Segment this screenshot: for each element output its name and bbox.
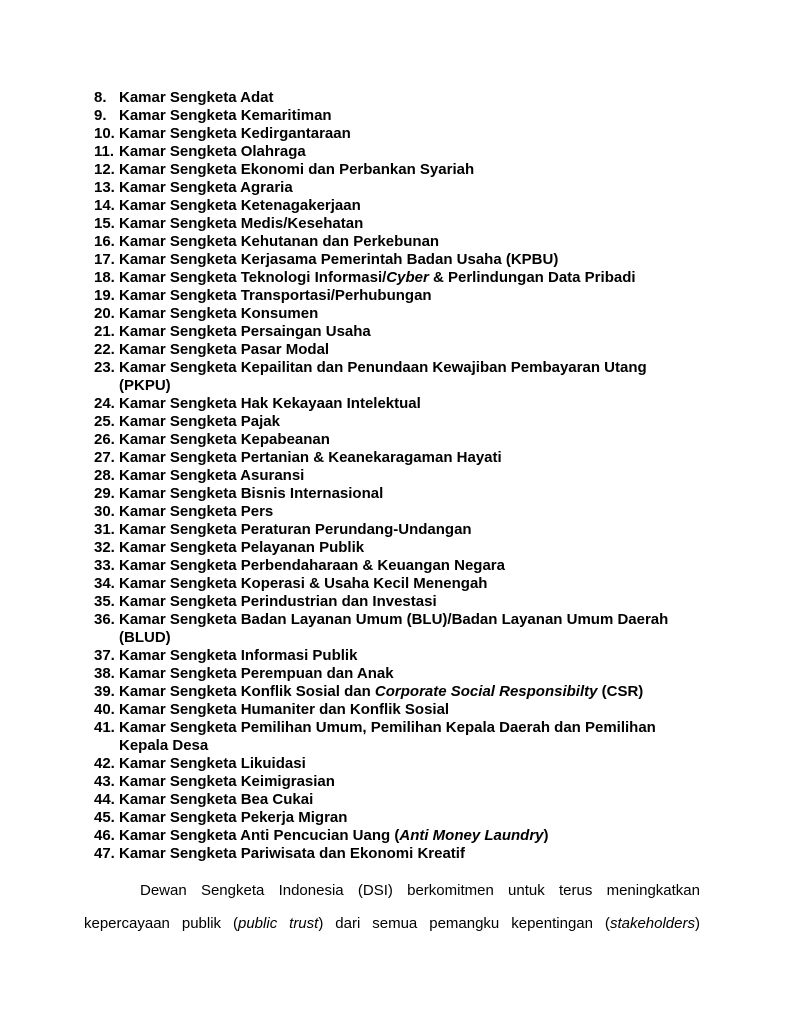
- text-segment: Kamar Sengketa Pers: [119, 503, 274, 520]
- text-segment: Kamar Sengketa Ketenagakerjaan: [119, 197, 361, 214]
- text-segment: Kamar Sengketa Likuidasi: [119, 755, 306, 772]
- text-segment: Kamar Sengketa Badan Layanan Umum (BLU)/Badan Layanan Umum Daerah (BLUD): [119, 611, 669, 646]
- list-item-number: 11.: [94, 143, 115, 160]
- text-segment: Kamar Sengketa Kedirgantaraan: [119, 125, 351, 142]
- list-item-text: [119, 521, 700, 539]
- list-item-number: 33.: [94, 557, 115, 574]
- list-item: [94, 359, 700, 395]
- list-item-text: [119, 755, 700, 773]
- list-item-text: [119, 287, 700, 305]
- list-item: [94, 539, 700, 557]
- text-segment: Kamar Sengketa Humaniter dan Konflik Sosial: [119, 701, 450, 718]
- text-segment: Kamar Sengketa Pelayanan Publik: [119, 539, 365, 556]
- list-item-number: 18.: [94, 269, 115, 286]
- list-item-number: 12.: [94, 161, 115, 178]
- text-segment: Kamar Sengketa Medis/Kesehatan: [119, 215, 364, 232]
- text-segment: Kamar Sengketa Perbendaharaan & Keuangan Negara: [119, 557, 505, 574]
- list-item-text: [119, 827, 700, 845]
- closing-paragraph: [84, 874, 700, 940]
- list-item-number: 25.: [94, 413, 115, 430]
- list-item: [94, 449, 700, 467]
- list-item-text: [119, 431, 700, 449]
- list-item-number: 19.: [94, 287, 115, 304]
- list-item-number: 32.: [94, 539, 115, 556]
- list-item: [94, 305, 700, 323]
- list-item-number: 45.: [94, 809, 115, 826]
- text-segment: Dewan Sengketa Indonesia (DSI) berkomitmen untuk terus meningkatkan: [140, 882, 700, 899]
- text-segment: Kamar Sengketa Kehutanan dan Perkebunan: [119, 233, 440, 250]
- list-item: [94, 143, 700, 161]
- text-segment: Kamar Sengketa Bisnis Internasional: [119, 485, 384, 502]
- list-item: [94, 89, 700, 107]
- list-item-text: [119, 467, 700, 485]
- list-item-text: [119, 593, 700, 611]
- list-item-number: 31.: [94, 521, 115, 538]
- list-item: [94, 341, 700, 359]
- list-item-text: [119, 845, 700, 863]
- list-item: [94, 557, 700, 575]
- italic-text-segment: Corporate Social Responsibilty: [374, 683, 598, 700]
- text-segment: Kamar Sengketa Persaingan Usaha: [119, 323, 371, 340]
- text-segment: Kamar Sengketa Asuransi: [119, 467, 305, 484]
- list-item-text: [119, 575, 700, 593]
- list-item-text: [119, 701, 700, 719]
- text-segment: Kamar Sengketa Perempuan dan Anak: [119, 665, 394, 682]
- list-item-number: 41.: [94, 719, 115, 736]
- list-item-number: 47.: [94, 845, 115, 862]
- text-segment: Kamar Sengketa Adat: [119, 89, 274, 106]
- list-item-text: [119, 809, 700, 827]
- list-item-text: [119, 305, 700, 323]
- text-segment: Kamar Sengketa Konflik Sosial dan: [119, 683, 375, 700]
- list-item: [94, 809, 700, 827]
- text-segment: Kamar Sengketa Agraria: [119, 179, 293, 196]
- list-item-text: [119, 611, 700, 647]
- list-item: [94, 701, 700, 719]
- list-item-number: 22.: [94, 341, 115, 358]
- list-item: [94, 683, 700, 701]
- list-item-number: 30.: [94, 503, 115, 520]
- text-segment: Kamar Sengketa Bea Cukai: [119, 791, 314, 808]
- text-segment: Kamar Sengketa Olahraga: [119, 143, 306, 160]
- text-segment: (CSR): [597, 683, 644, 700]
- text-segment: Kamar Sengketa Pariwisata dan Ekonomi Kreatif: [119, 845, 465, 862]
- list-item-text: [119, 179, 700, 197]
- list-item: [94, 413, 700, 431]
- list-item: [94, 269, 700, 287]
- text-segment: Kamar Sengketa Hak Kekayaan Intelektual: [119, 395, 421, 412]
- list-item: [94, 107, 700, 125]
- list-item-text: [119, 89, 700, 107]
- list-item-number: 16.: [94, 233, 115, 250]
- list-item-number: 8.: [94, 89, 107, 106]
- text-segment: kepercayaan publik (: [84, 915, 238, 932]
- list-item-text: [119, 683, 700, 701]
- italic-text-segment: public trust: [238, 915, 319, 932]
- text-segment: Kamar Sengketa Pasar Modal: [119, 341, 330, 358]
- text-segment: Kamar Sengketa Pemilihan Umum, Pemilihan Kepala Daerah dan Pemilihan Kepala Desa: [119, 719, 656, 754]
- italic-text-segment: Cyber: [386, 269, 429, 286]
- list-item: [94, 755, 700, 773]
- list-item: [94, 125, 700, 143]
- paragraph-line: [84, 874, 700, 907]
- text-segment: ) dari semua pemangku kepentingan (: [318, 915, 610, 932]
- list-item: [94, 719, 700, 755]
- list-item-number: 37.: [94, 647, 115, 664]
- list-item-text: [119, 341, 700, 359]
- list-item-text: [119, 359, 700, 395]
- list-item-text: [119, 665, 700, 683]
- paragraph-line: [84, 907, 700, 940]
- list-item-number: 28.: [94, 467, 115, 484]
- list-item-text: [119, 269, 700, 287]
- list-item: [94, 287, 700, 305]
- text-segment: Kamar Sengketa Perindustrian dan Investasi: [119, 593, 437, 610]
- list-item: [94, 197, 700, 215]
- list-item: [94, 593, 700, 611]
- list-item: [94, 485, 700, 503]
- list-item: [94, 521, 700, 539]
- list-item-text: [119, 503, 700, 521]
- dispute-chambers-list: [94, 89, 700, 863]
- italic-text-segment: stakeholders: [609, 915, 695, 932]
- list-item-number: 38.: [94, 665, 115, 682]
- list-item: [94, 215, 700, 233]
- list-item-text: [119, 647, 700, 665]
- text-segment: Kamar Sengketa Ekonomi dan Perbankan Syariah: [119, 161, 475, 178]
- list-item-text: [119, 143, 700, 161]
- list-item-number: 43.: [94, 773, 115, 790]
- list-item: [94, 575, 700, 593]
- text-segment: Kamar Sengketa Kerjasama Pemerintah Badan Usaha (KPBU): [119, 251, 559, 268]
- list-item-number: 21.: [94, 323, 115, 340]
- list-item-number: 40.: [94, 701, 115, 718]
- list-item-text: [119, 449, 700, 467]
- list-item-text: [119, 233, 700, 251]
- list-item-text: [119, 161, 700, 179]
- text-segment: Kamar Sengketa Teknologi Informasi/: [119, 269, 387, 286]
- text-segment: Kamar Sengketa Informasi Publik: [119, 647, 358, 664]
- text-segment: Kamar Sengketa Keimigrasian: [119, 773, 335, 790]
- list-item: [94, 503, 700, 521]
- text-segment: ): [695, 915, 700, 932]
- text-segment: Kamar Sengketa Kemaritiman: [119, 107, 332, 124]
- text-segment: Kamar Sengketa Anti Pencucian Uang (: [119, 827, 400, 844]
- list-item-text: [119, 719, 700, 755]
- list-item: [94, 845, 700, 863]
- list-item: [94, 467, 700, 485]
- list-item-text: [119, 773, 700, 791]
- list-item-number: 14.: [94, 197, 115, 214]
- list-item: [94, 431, 700, 449]
- list-item: [94, 773, 700, 791]
- list-item-number: 42.: [94, 755, 115, 772]
- list-item-text: [119, 395, 700, 413]
- list-item: [94, 791, 700, 809]
- text-segment: ): [543, 827, 549, 844]
- list-item-text: [119, 485, 700, 503]
- list-item-text: [119, 215, 700, 233]
- list-item-number: 29.: [94, 485, 115, 502]
- list-item-number: 35.: [94, 593, 115, 610]
- text-segment: Kamar Sengketa Kepailitan dan Penundaan Kewajiban Pembayaran Utang (PKPU): [119, 359, 647, 394]
- list-item: [94, 647, 700, 665]
- text-segment: Kamar Sengketa Pekerja Migran: [119, 809, 348, 826]
- list-item-number: 26.: [94, 431, 115, 448]
- text-segment: Kamar Sengketa Koperasi & Usaha Kecil Menengah: [119, 575, 488, 592]
- text-segment: Kamar Sengketa Pertanian & Keanekaragaman Hayati: [119, 449, 502, 466]
- italic-text-segment: Anti Money Laundry: [399, 827, 544, 844]
- list-item-text: [119, 251, 700, 269]
- list-item-text: [119, 413, 700, 431]
- list-item-text: [119, 323, 700, 341]
- list-item: [94, 827, 700, 845]
- list-item-number: 9.: [94, 107, 107, 124]
- list-item: [94, 611, 700, 647]
- list-item: [94, 233, 700, 251]
- list-item: [94, 665, 700, 683]
- list-item-number: 13.: [94, 179, 115, 196]
- list-item: [94, 179, 700, 197]
- list-item-number: 44.: [94, 791, 115, 808]
- list-item-text: [119, 197, 700, 215]
- list-item-number: 27.: [94, 449, 115, 466]
- list-item-text: [119, 125, 700, 143]
- list-item-number: 46.: [94, 827, 115, 844]
- text-segment: & Perlindungan Data Pribadi: [428, 269, 636, 286]
- list-item-number: 36.: [94, 611, 115, 628]
- list-item: [94, 323, 700, 341]
- list-item-number: 24.: [94, 395, 115, 412]
- list-item-number: 20.: [94, 305, 115, 322]
- list-item: [94, 251, 700, 269]
- list-item: [94, 395, 700, 413]
- list-item-number: 17.: [94, 251, 115, 268]
- list-item-number: 39.: [94, 683, 115, 700]
- list-item-number: 34.: [94, 575, 115, 592]
- text-segment: Kamar Sengketa Kepabeanan: [119, 431, 330, 448]
- list-item: [94, 161, 700, 179]
- list-item-number: 15.: [94, 215, 115, 232]
- list-item-text: [119, 791, 700, 809]
- text-segment: Kamar Sengketa Pajak: [119, 413, 280, 430]
- list-item-number: 10.: [94, 125, 115, 142]
- list-item-text: [119, 539, 700, 557]
- list-item-text: [119, 557, 700, 575]
- text-segment: Kamar Sengketa Transportasi/Perhubungan: [119, 287, 432, 304]
- text-segment: Kamar Sengketa Peraturan Perundang-Undangan: [119, 521, 472, 538]
- list-item-number: 23.: [94, 359, 115, 376]
- text-segment: Kamar Sengketa Konsumen: [119, 305, 319, 322]
- list-item-text: [119, 107, 700, 125]
